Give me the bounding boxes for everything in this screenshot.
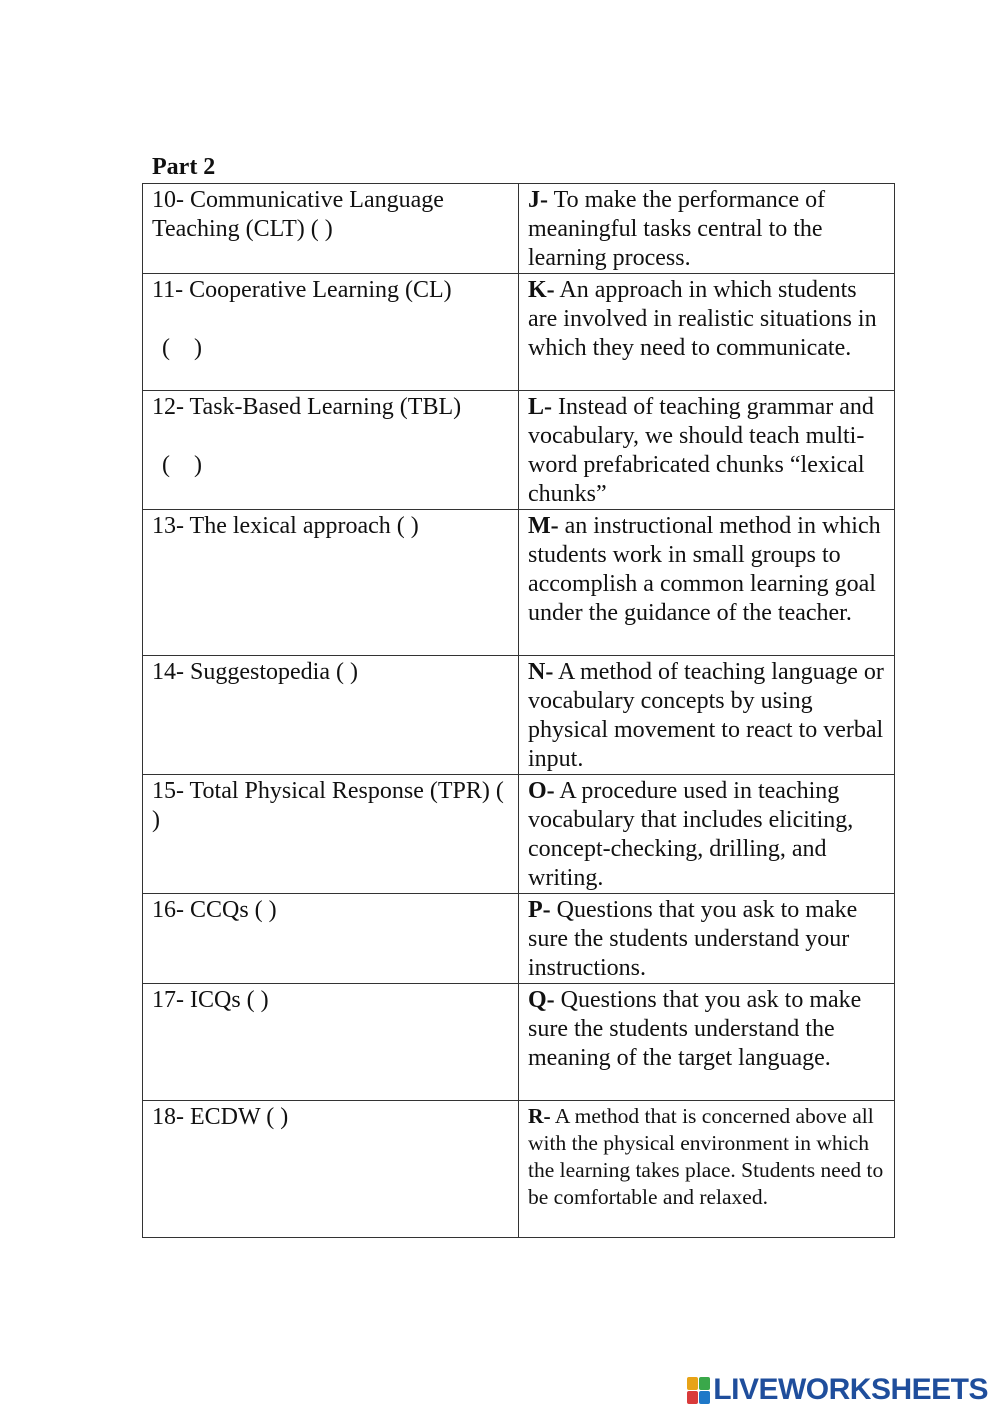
term-text: 16- CCQs ( ) [152,897,277,923]
term-cell [143,274,519,391]
logo-text: LIVEWORKSHEETS [713,1373,988,1406]
option-letter: M- [528,513,559,539]
definition-cell [519,510,895,656]
definition-text: Questions that you ask to make sure the students understand the meaning of the target language. [528,987,862,1071]
table-row [143,984,895,1101]
table-row [143,391,895,510]
matching-table [142,183,895,1238]
definition-text: Instead of teaching grammar and vocabulary, we should teach multi-word prefabricated chunks “lexical chunks” [528,394,874,507]
definition-cell [519,184,895,274]
table-row [143,1101,895,1238]
logo-square [699,1377,710,1390]
term-text: 18- ECDW ( ) [152,1104,289,1130]
definition-cell [519,1101,895,1238]
table-row [143,184,895,274]
term-text: 11- Cooperative Learning (CL) [152,277,452,303]
term-text: 10- Communicative Language Teaching (CLT) ( ) [152,187,444,242]
option-letter: Q- [528,987,555,1013]
definition-cell [519,984,895,1101]
term-text: 14- Suggestopedia ( ) [152,659,358,685]
term-cell [143,184,519,274]
definition-text: A method that is concerned above all with the physical environment in which the learning takes place. Students need to be comfortable and relaxed. [528,1104,884,1209]
option-letter: P- [528,897,551,923]
definition-cell [519,391,895,510]
term-cell [143,894,519,984]
term-cell [143,1101,519,1238]
logo-square [687,1377,698,1390]
part-title: Part 2 [152,154,216,180]
option-letter: R- [528,1104,551,1128]
liveworksheets-logo-icon [687,1377,709,1403]
definition-text: Questions that you ask to make sure the students understand your instructions. [528,897,858,981]
table-row [143,775,895,894]
definition-cell [519,274,895,391]
definition-text: A procedure used in teaching vocabulary that includes eliciting, concept-checking, drilling, and writing. [528,778,854,891]
term-text: 13- The lexical approach ( ) [152,513,419,539]
term-cell [143,391,519,510]
term-cell [143,984,519,1101]
term-cell [143,656,519,775]
definition-text: To make the performance of meaningful tasks central to the learning process. [528,187,826,271]
definition-text: A method of teaching language or vocabulary concepts by using physical movement to react to verbal input. [528,659,884,772]
option-letter: L- [528,394,552,420]
liveworksheets-logo [687,1372,988,1408]
option-letter: K- [528,277,555,303]
definition-cell [519,656,895,775]
option-letter: N- [528,659,554,685]
definition-text: An approach in which students are involved in realistic situations in which they need to communicate. [528,277,877,361]
option-letter: J- [528,187,548,213]
option-letter: O- [528,778,555,804]
table-row [143,656,895,775]
definition-cell [519,894,895,984]
term-cell [143,510,519,656]
definition-text: an instructional method in which students work in small groups to accomplish a common learning goal under the guidance of the teacher. [528,513,881,626]
table-row [143,894,895,984]
definition-cell [519,775,895,894]
logo-square [687,1391,698,1404]
table-row [143,510,895,656]
term-text: 12- Task-Based Learning (TBL) [152,394,462,420]
table-row [143,274,895,391]
term-cell [143,775,519,894]
term-text: 15- Total Physical Response (TPR) ( ) [152,778,504,833]
answer-blank[interactable]: ( ) [162,335,202,361]
answer-blank[interactable]: ( ) [162,452,202,478]
logo-square [699,1391,710,1404]
term-text: 17- ICQs ( ) [152,987,269,1013]
